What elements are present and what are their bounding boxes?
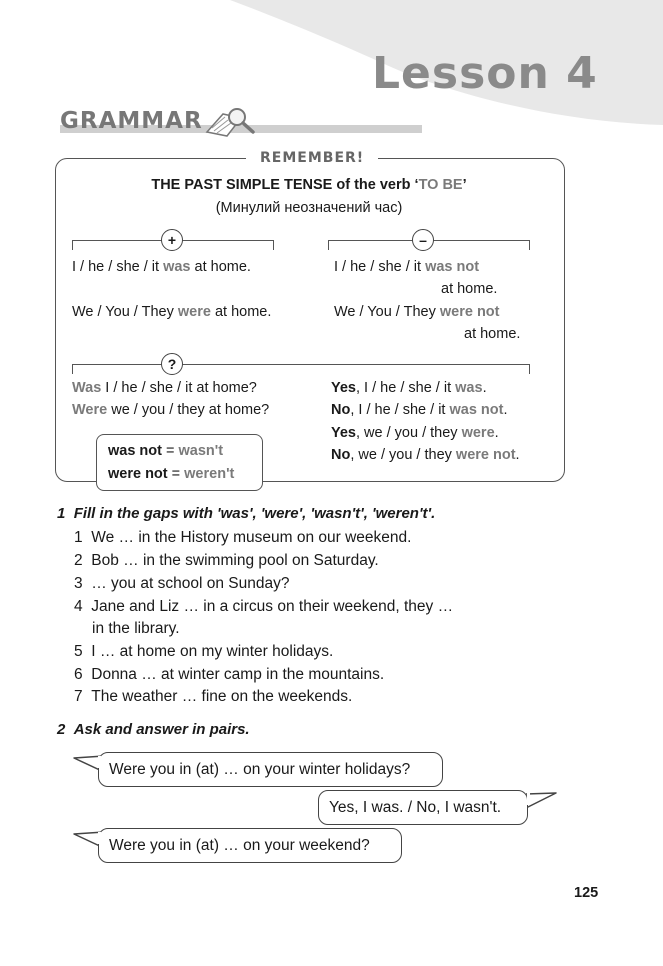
exercise-number: 1 (57, 505, 66, 522)
plus-bracket-right (273, 240, 274, 250)
exercise-2-heading (57, 721, 250, 738)
sentence-verb: was not (425, 259, 480, 275)
sentence-subject: I / he / she / it (334, 259, 426, 275)
answer-sentence (331, 425, 499, 441)
speech-bubble-answer: Yes, I was. / No, I wasn't. (318, 790, 528, 825)
question-sentence (72, 380, 257, 396)
item-number: 6 (74, 666, 83, 683)
grammar-rule-subtitle: (Минулий неозначений час) (215, 200, 403, 216)
title-part1: THE PAST SIMPLE TENSE of the verb ‘ (151, 177, 419, 193)
answer-subject: , we / you / they (350, 447, 456, 463)
sentence-verb: was (163, 259, 191, 275)
positive-sentence (72, 304, 271, 320)
item-text: Jane and Liz … in a circus on their weekend, they … (91, 598, 454, 615)
answer-verb: was (455, 380, 483, 396)
item-text: I … at home on my winter holidays. (91, 643, 334, 660)
exercise-item (74, 552, 379, 570)
item-text: Donna … at winter camp in the mountains. (91, 666, 385, 683)
sentence-end: at home. (210, 304, 272, 320)
item-number: 2 (74, 552, 83, 569)
minus-bracket-left (328, 240, 329, 250)
speech-tail-cover (98, 755, 104, 769)
short-form-line (108, 443, 223, 459)
item-number: 3 (74, 575, 83, 592)
exercise-item-continued: in the library. (92, 620, 180, 637)
answer-subject: , I / he / she / it (356, 380, 456, 396)
answer-word: Yes (331, 425, 356, 441)
negative-sentence-end: at home. (441, 281, 498, 297)
negative-sentence-end: at home. (464, 326, 521, 342)
short-form: weren't (184, 466, 235, 482)
speech-tail-cover (524, 792, 530, 806)
page-number: 125 (574, 885, 599, 901)
section-title: GRAMMAR (60, 108, 203, 134)
question-sentence (72, 402, 269, 418)
sentence-verb: were (177, 304, 211, 320)
answer-end: . (503, 402, 508, 418)
exercise-instruction: Fill in the gaps with 'was', 'were', 'wasn't', 'weren't'. (73, 505, 436, 522)
question-verb: Was (72, 380, 102, 396)
full-form: were not (108, 466, 168, 482)
equals-sign: = (161, 443, 179, 459)
answer-verb: were not (455, 447, 516, 463)
question-bracket-left (72, 364, 73, 374)
speech-tail-cover (98, 831, 104, 845)
positive-sentence (72, 259, 251, 275)
exercise-1-heading (57, 505, 435, 522)
equals-sign: = (167, 466, 185, 482)
question-icon: ? (161, 353, 183, 375)
sentence-subject: I / he / she / it (72, 259, 164, 275)
sentence-end: at home. (190, 259, 251, 275)
exercise-item (74, 575, 289, 593)
sentence-subject: We / You / They (72, 304, 178, 320)
item-text: We … in the History museum on our weekend. (91, 529, 412, 546)
answer-verb: were (461, 425, 495, 441)
answer-word: Yes (331, 380, 356, 396)
item-number: 5 (74, 643, 83, 660)
title-verb: TO BE (418, 177, 463, 193)
question-bracket-right (529, 364, 530, 374)
speech-bubble-question: Were you in (at) … on your winter holidays? (98, 752, 443, 787)
answer-verb: was not (449, 402, 504, 418)
question-bracket (72, 364, 530, 365)
answer-word: No (331, 402, 351, 418)
exercise-item (74, 643, 333, 661)
question-rest: I / he / she / it at home? (101, 380, 257, 396)
item-number: 1 (74, 529, 83, 546)
item-number: 4 (74, 598, 83, 615)
item-text: Bob … in the swimming pool on Saturday. (91, 552, 379, 569)
item-number: 7 (74, 688, 83, 705)
short-form-line (108, 466, 234, 482)
exercise-instruction: Ask and answer in pairs. (73, 721, 250, 738)
answer-subject: , I / he / she / it (350, 402, 450, 418)
exercise-item (74, 529, 411, 547)
exercise-item (74, 666, 384, 684)
answer-end: . (494, 425, 499, 441)
answer-sentence (331, 447, 520, 463)
item-text: … you at school on Sunday? (91, 575, 290, 592)
question-rest: we / you / they at home? (107, 402, 270, 418)
minus-bracket-right (529, 240, 530, 250)
lesson-title: Lesson 4 (372, 48, 598, 99)
item-text: The weather … fine on the weekends. (91, 688, 353, 705)
question-verb: Were (72, 402, 108, 418)
answer-end: . (482, 380, 487, 396)
negative-sentence (334, 304, 500, 320)
title-part3: ’ (462, 177, 467, 193)
remember-label: REMEMBER! (246, 150, 378, 166)
answer-sentence (331, 380, 487, 396)
plus-bracket-left (72, 240, 73, 250)
answer-subject: , we / you / they (356, 425, 462, 441)
sentence-verb: were not (439, 304, 500, 320)
negative-sentence (334, 259, 479, 275)
minus-icon: – (412, 229, 434, 251)
exercise-number: 2 (57, 721, 66, 738)
exercise-item (74, 688, 352, 706)
answer-end: . (515, 447, 520, 463)
sentence-subject: We / You / They (334, 304, 440, 320)
answer-word: No (331, 447, 351, 463)
magnifier-book-icon (203, 104, 259, 138)
plus-icon: + (161, 229, 183, 251)
speech-bubble-question: Were you in (at) … on your weekend? (98, 828, 402, 863)
answer-sentence (331, 402, 508, 418)
exercise-item (74, 598, 453, 616)
full-form: was not (108, 443, 162, 459)
short-form: wasn't (178, 443, 224, 459)
grammar-rule-title (55, 177, 563, 193)
